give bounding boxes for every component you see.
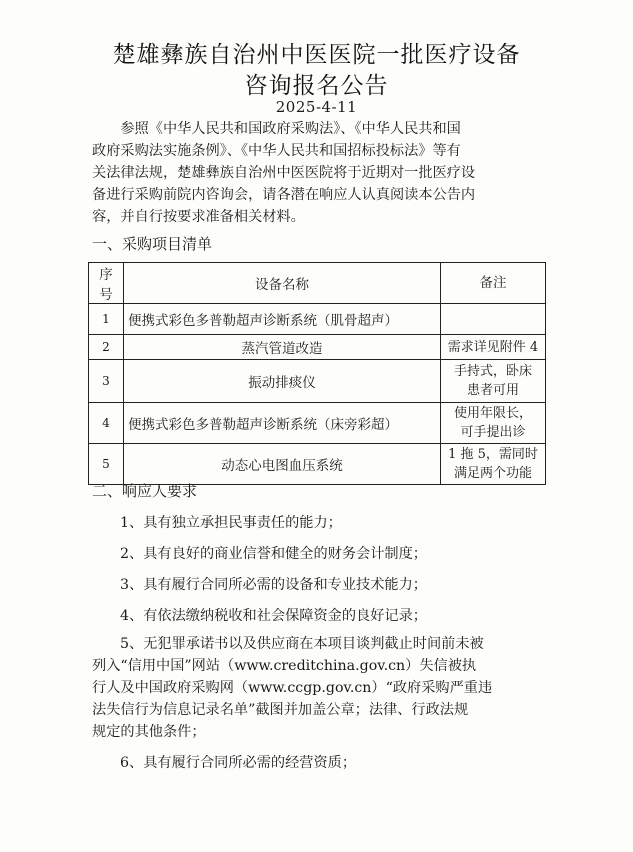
document-date: 2025-4-11 — [275, 98, 358, 116]
requirement-item: 1、具有独立承担民事责任的能力； — [120, 515, 342, 531]
table-row — [89, 444, 546, 485]
row-remarks-line: 1 拖 5，需同时 — [448, 447, 538, 462]
row-remarks-line: 满足两个功能 — [453, 466, 532, 481]
section-heading-respondent-requirements: 二、响应人要求 — [92, 482, 198, 500]
intro-line: 参照《中华人民共和国政府采购法》、《中华人民共和国 — [92, 121, 461, 137]
requirement-item-5 — [92, 633, 562, 743]
table-header-row — [89, 263, 546, 304]
row-number: 1 — [89, 304, 124, 335]
document-title-line2: 咨询报名公告 — [244, 73, 389, 99]
requirement-5-line: 5、无犯罪承诺书以及供应商在本项目谈判截止时间前未被 — [120, 636, 484, 652]
row-equipment-name: 便携式彩色多普勒超声诊断系统（床旁彩超） — [124, 403, 441, 444]
intro-line: 容，并自行按要求准备相关材料。 — [92, 209, 305, 225]
row-remarks — [441, 304, 546, 335]
intro-line: 备进行采购前院内咨询会，请各潜在响应人认真阅读本公告内 — [92, 187, 476, 203]
table-row — [89, 304, 546, 335]
section-heading-procurement-list: 一、采购项目清单 — [92, 235, 213, 253]
procurement-table — [88, 262, 546, 485]
intro-line: 关法律法规，楚雄彝族自治州中医医院将于近期对一批医疗设 — [92, 165, 476, 181]
row-remarks-line: 患者可用 — [466, 383, 519, 398]
row-remarks — [441, 403, 546, 444]
row-remarks: 需求详见附件 4 — [441, 335, 546, 360]
row-equipment-name: 蒸汽管道改造 — [124, 335, 441, 360]
row-equipment-name: 动态心电图血压系统 — [124, 444, 441, 485]
row-number: 3 — [89, 360, 124, 403]
requirement-5-line: 行人及中国政府采购网（www.ccgp.gov.cn）“政府采购严重违 — [92, 680, 493, 696]
row-equipment-name: 振动排痰仪 — [124, 360, 441, 403]
table-row — [89, 335, 546, 360]
table-row — [89, 403, 546, 444]
requirement-item: 2、具有良好的商业信誉和健全的财务会计制度； — [120, 546, 427, 562]
row-remarks-line: 可手提出诊 — [460, 425, 526, 440]
requirement-5-line: 列入“信用中国”网站（www.creditchina.gov.cn）失信被执 — [92, 658, 477, 674]
requirement-item: 4、有依法缴纳税收和社会保障资金的良好记录； — [120, 608, 427, 624]
requirement-item: 3、具有履行合同所必需的设备和专业技术能力； — [120, 577, 427, 593]
intro-line: 政府采购法实施条例》、《中华人民共和国招标投标法》等有 — [92, 143, 461, 159]
requirement-5-line: 规定的其他条件； — [92, 724, 206, 740]
header-equipment-name: 设备名称 — [124, 263, 441, 304]
intro-paragraph — [92, 118, 562, 228]
header-remarks: 备注 — [441, 263, 546, 304]
row-remarks — [441, 360, 546, 403]
table-row — [89, 360, 546, 403]
header-number: 序号 — [89, 263, 124, 304]
row-number: 2 — [89, 335, 124, 360]
requirement-5-line: 法失信行为信息记录名单”截图并加盖公章；法律、行政法规 — [92, 702, 469, 718]
row-number: 5 — [89, 444, 124, 485]
row-remarks-line: 手持式，卧床 — [453, 364, 532, 379]
document-title-line1: 楚雄彝族自治州中医医院一批医疗设备 — [112, 42, 521, 68]
row-remarks-line: 使用年限长， — [453, 406, 532, 421]
row-number: 4 — [89, 403, 124, 444]
row-equipment-name: 便携式彩色多普勒超声诊断系统（肌骨超声） — [124, 304, 441, 335]
requirement-item: 6、具有履行合同所必需的经营资质； — [120, 755, 357, 771]
row-remarks — [441, 444, 546, 485]
